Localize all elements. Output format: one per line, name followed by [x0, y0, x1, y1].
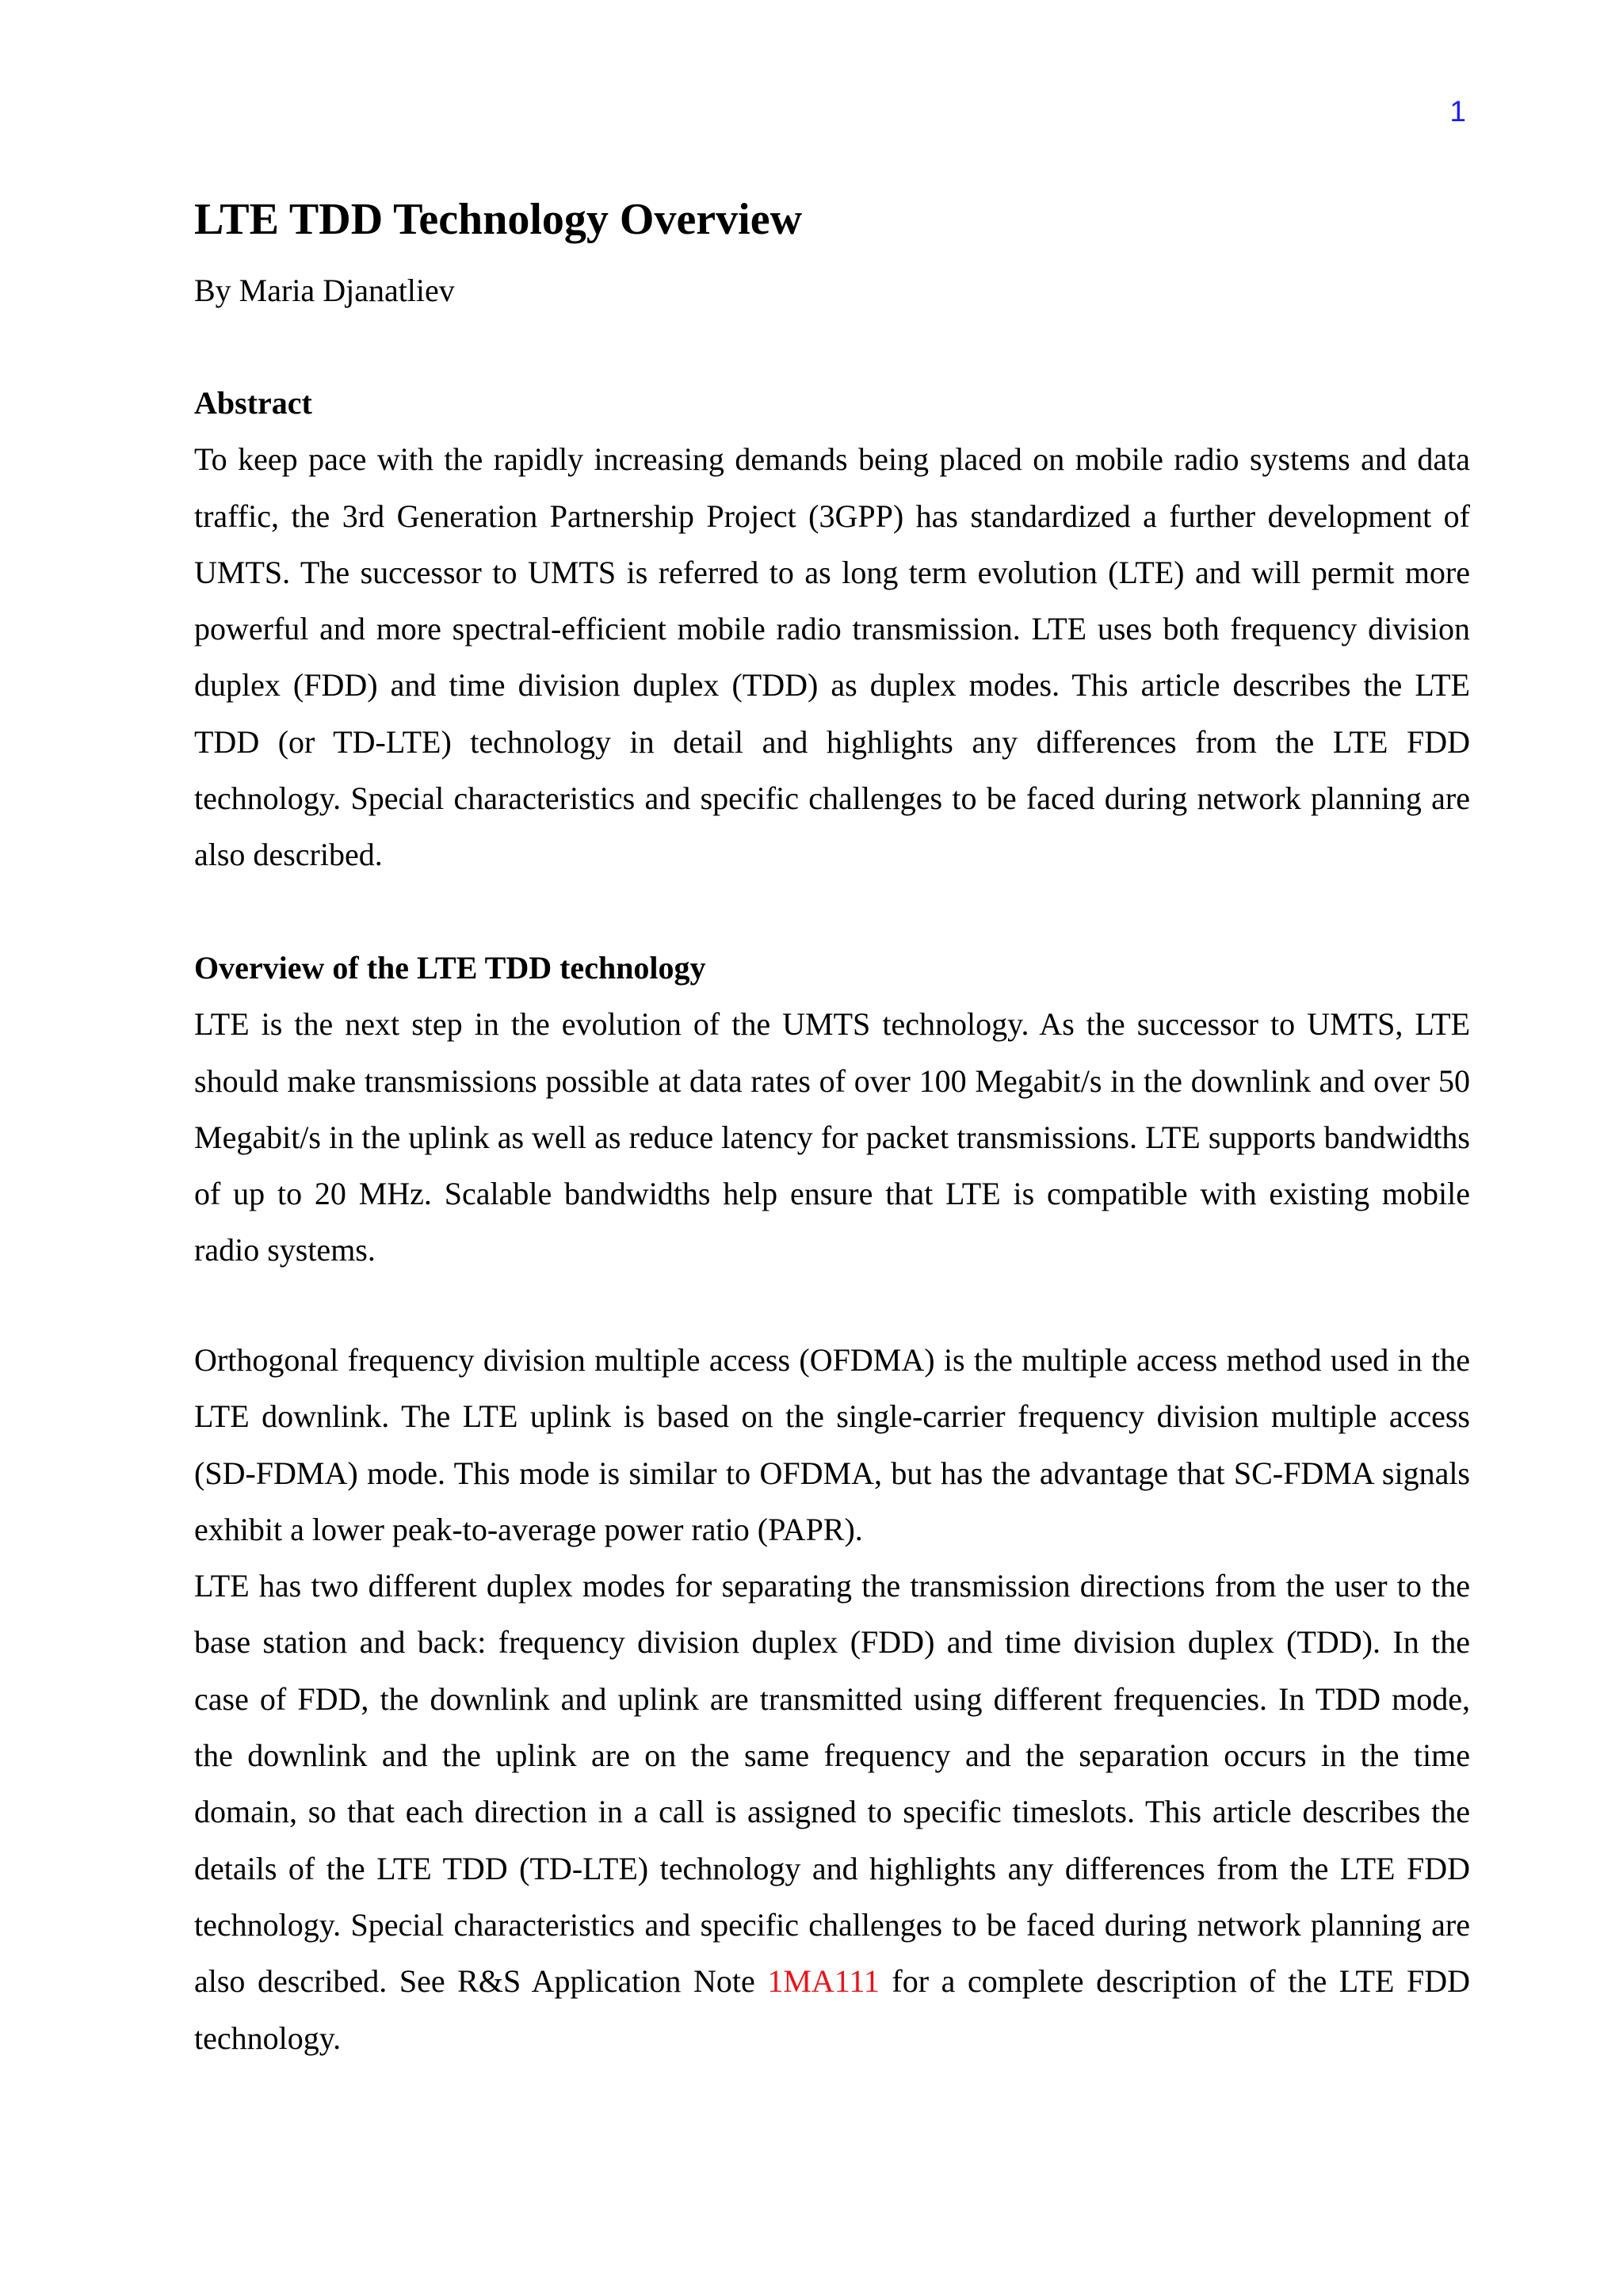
- abstract-section: [194, 375, 1470, 883]
- overview-paragraph-3-text: LTE has two different duplex modes for separating the transmission directions from the user to the base station and back: frequency division duplex (FDD) and time division duplex (TDD). In the case of FDD, the downlink and uplink are transmitted using different frequencies. In TDD mode, the downlink and the uplink are on the same frequency and the separation occurs in the time domain, so that each direction in a call is assigned to specific timeslots. This article describes the details of the LTE TDD (TD-LTE) technology and highlights any differences from the LTE FDD technology. Special characteristics and specific challenges to be faced during network planning are also described. See R&S Application Note: [194, 1568, 1470, 2000]
- article-title: LTE TDD Technology Overview: [194, 195, 803, 244]
- abstract-paragraph: To keep pace with the rapidly increasing demands being placed on mobile radio systems and data traffic, the 3rd Generation Partnership Project (3GPP) has standardized a further development of UMTS. The successor to UMTS is referred to as long term evolution (LTE) and will permit more powerful and more spectral-efficient mobile radio transmission. LTE uses both frequency division duplex (FDD) and time division duplex (TDD) as duplex modes. This article describes the LTE TDD (or TD-LTE) technology in detail and highlights any differences from the LTE FDD technology. Special characteristics and specific challenges to be faced during network planning are also described.: [194, 441, 1470, 873]
- overview-paragraph-1: LTE is the next step in the evolution of the UMTS technology. As the successor to UMTS, LTE should make transmissions possible at data rates of over 100 Megabit/s in the downlink and over 50 Megabit/s in the uplink as well as reduce latency for packet transmissions. LTE supports bandwidths of up to 20 MHz. Scalable bandwidths help ensure that LTE is compatible with existing mobile radio systems.: [194, 1006, 1470, 1268]
- overview-section: [194, 940, 1470, 1279]
- abstract-heading: Abstract: [194, 385, 312, 421]
- overview-paragraph-2: Orthogonal frequency division multiple access (OFDMA) is the multiple access method used in the LTE downlink. The LTE uplink is based on the single-carrier frequency division multiple access (SD-FDMA) mode. This mode is similar to OFDMA, but has the advantage that SC-FDMA signals exhibit a lower peak-to-average power ratio (PAPR).: [194, 1342, 1470, 1547]
- overview-heading: Overview of the LTE TDD technology: [194, 950, 706, 986]
- overview-section-continued: [194, 1332, 1470, 2066]
- article-author: By Maria Djanatliev: [194, 273, 455, 308]
- application-note-link[interactable]: 1MA111: [767, 1963, 880, 2000]
- overview-paragraph-3: [194, 1558, 1470, 2066]
- page-number: 1: [1449, 95, 1466, 128]
- overview-paragraph-3-text-end: for a complete description of the LTE FDD technology.: [194, 1963, 1470, 2056]
